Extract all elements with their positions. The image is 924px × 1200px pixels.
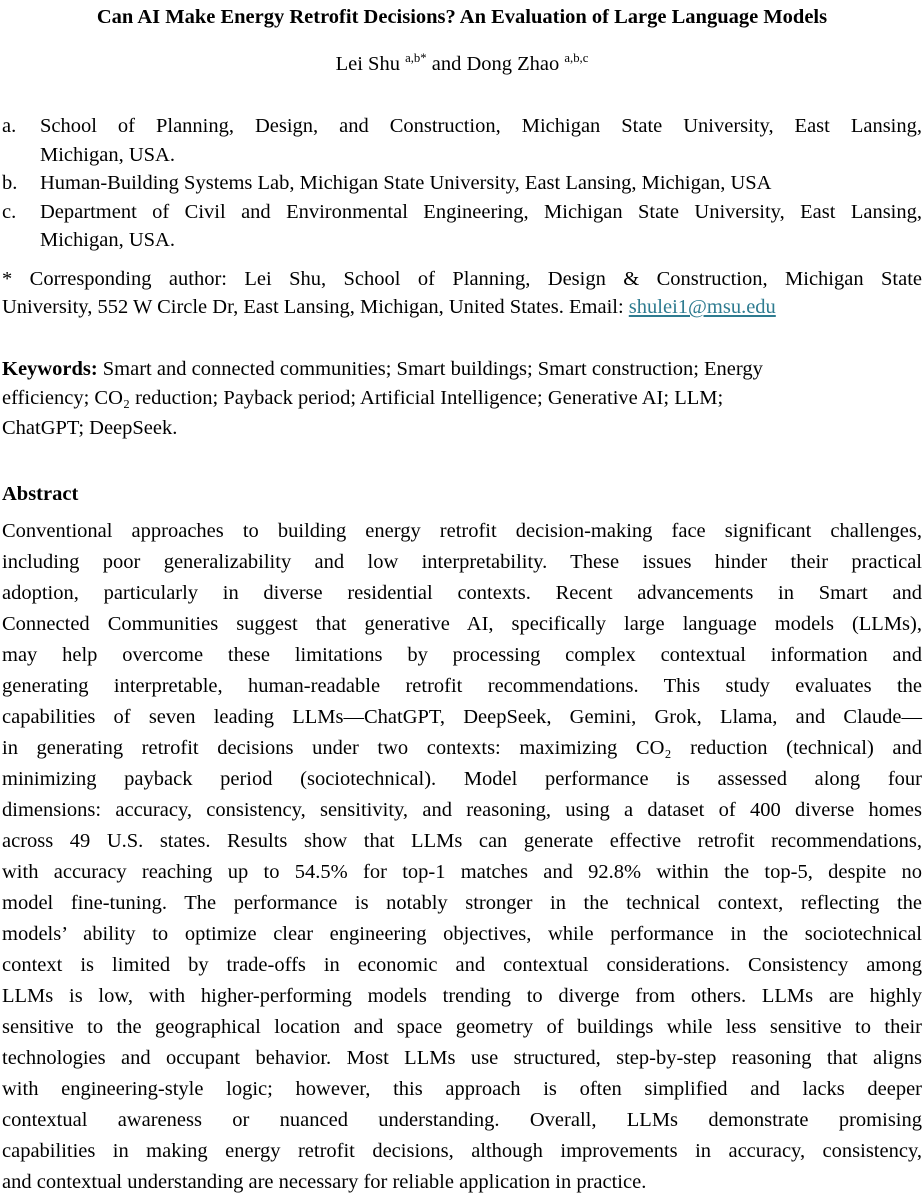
- affiliation-text: [40, 169, 922, 198]
- abstract-line: Connected Communities suggest that generative AI, specifically large language models (LLMs),: [2, 613, 922, 635]
- abstract-line: sensitive to the geographical location and space geometry of buildings while less sensitive to their: [2, 1016, 922, 1038]
- email-link[interactable]: shulei1@msu.edu: [628, 296, 776, 318]
- abstract-paragraph: [2, 516, 922, 1198]
- keywords-line: [2, 355, 922, 385]
- abstract-line: may help overcome these limitations by processing complex contextual information and: [2, 644, 922, 666]
- affiliation-item-c: [2, 198, 922, 255]
- affiliation-marker: c.: [2, 200, 17, 223]
- abstract-line: LLMs is low, with higher-performing models trending to diverge from others. LLMs are highly: [2, 985, 922, 1007]
- affiliation-line: Michigan, USA.: [40, 229, 175, 251]
- affiliation-marker: b.: [2, 172, 18, 194]
- abstract-line: model fine-tuning. The performance is notably stronger in the technical context, reflecting the: [2, 892, 922, 914]
- affiliation-marker: a.: [2, 115, 17, 137]
- abstract-line: contextual awareness or nuanced understanding. Overall, LLMs demonstrate promising: [2, 1109, 922, 1131]
- corresponding-line: * Corresponding author: Lei Shu, School of Planning, Design & Construction, Michigan State: [2, 267, 922, 290]
- affiliation-line: Department of Civil and Environmental Engineering, Michigan State University, East Lansing,: [40, 200, 922, 223]
- corresponding-author-note: [2, 265, 922, 322]
- affiliation-line: School of Planning, Design, and Construction, Michigan State University, East Lansing,: [40, 115, 922, 137]
- author-second-superscript: a,b,c: [564, 51, 589, 66]
- keywords-label: Keywords:: [2, 357, 98, 380]
- affiliation-text: [40, 198, 922, 255]
- author-first-superscript: a,b*: [405, 51, 427, 66]
- abstract-line: with accuracy reaching up to 54.5% for top-1 matches and 92.8% within the top-5, despite no: [2, 861, 922, 883]
- abstract-line: and contextual understanding are necessary for reliable application in practice.: [2, 1171, 647, 1193]
- abstract-line: capabilities in making energy retrofit decisions, although improvements in accuracy, consistency,: [2, 1140, 922, 1162]
- paper-title: Can AI Make Energy Retrofit Decisions? An Evaluation of Large Language Models: [96, 6, 828, 28]
- abstract-line: Conventional approaches to building energy retrofit decision-making face significant challenges,: [2, 520, 922, 542]
- abstract-line: dimensions: accuracy, consistency, sensitivity, and reasoning, using a dataset of 400 diverse homes: [2, 799, 922, 821]
- affiliation-item-a: [2, 112, 922, 169]
- author-first-name: Lei Shu: [335, 53, 406, 75]
- affiliation-list: [2, 112, 922, 255]
- author-connector: and Dong Zhao: [426, 53, 565, 75]
- abstract-line: with engineering-style logic; however, this approach is often simplified and lacks deeper: [2, 1078, 922, 1100]
- affiliation-line: Michigan, USA.: [40, 143, 175, 166]
- abstract-line: generating interpretable, human-readable retrofit recommendations. This study evaluates the: [2, 675, 922, 697]
- keywords-paragraph: [2, 355, 922, 444]
- abstract-line: capabilities of seven leading LLMs—ChatGPT, DeepSeek, Gemini, Grok, Llama, and Claude—: [2, 706, 922, 728]
- keywords-line: efficiency; CO₂ reduction; Payback period; Artificial Intelligence; Generative AI; LLM;: [2, 387, 724, 409]
- abstract-line: including poor generalizability and low interpretability. These issues hinder their practical: [2, 551, 922, 573]
- corresponding-line-text: University, 552 W Circle Dr, East Lansing, Michigan, United States. Email:: [2, 296, 629, 318]
- affiliation-text: [40, 112, 922, 169]
- abstract-line: context is limited by trade-offs in economic and contextual considerations. Consistency among: [2, 954, 922, 976]
- affiliation-item-b: [2, 169, 922, 198]
- abstract-line: across 49 U.S. states. Results show that LLMs can generate effective retrofit recommendations,: [2, 830, 922, 852]
- abstract-line: adoption, particularly in diverse residential contexts. Recent advancements in Smart and: [2, 582, 922, 604]
- abstract-heading: Abstract: [2, 483, 79, 505]
- corresponding-line: [2, 293, 922, 322]
- keywords-text: Smart and connected communities; Smart buildings; Smart construction; Energy: [97, 357, 763, 380]
- affiliation-line: Human-Building Systems Lab, Michigan State University, East Lansing, Michigan, USA: [40, 172, 772, 194]
- abstract-line: technologies and occupant behavior. Most LLMs use structured, step-by-step reasoning that aligns: [2, 1047, 922, 1069]
- abstract-line: minimizing payback period (sociotechnical). Model performance is assessed along four: [2, 768, 922, 790]
- abstract-line: models’ ability to optimize clear engineering objectives, while performance in the sociotechnical: [2, 923, 922, 945]
- keywords-line: ChatGPT; DeepSeek.: [2, 416, 178, 439]
- authors-line: [2, 49, 922, 80]
- abstract-line: in generating retrofit decisions under two contexts: maximizing CO₂ reduction (technical) and: [2, 737, 922, 759]
